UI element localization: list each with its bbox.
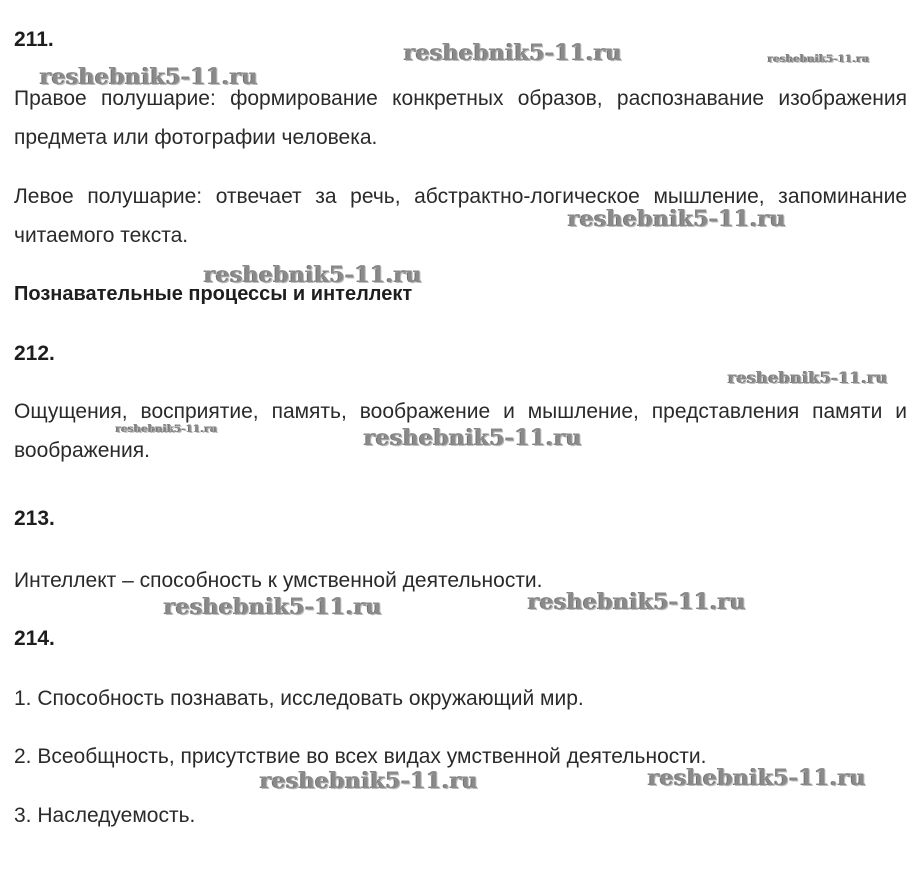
answer-214-point-3: 3. Наследуемость.	[14, 804, 196, 827]
answer-213-text: Интеллект – способность к умственной деятельности.	[14, 569, 543, 592]
item-number-211: 211.	[14, 28, 54, 51]
watermark: reshebnik5-11.ru	[204, 262, 423, 288]
answer-211-right-text: Правое полушарие: формирование конкретных образов, распознавание изображения предмета или фотографии человека.	[14, 87, 907, 149]
answer-211-left-hemisphere	[14, 177, 907, 255]
answer-212-text: Ощущения, восприятие, память, воображение и мышление, представления памяти и воображения.	[14, 400, 907, 462]
item-number-212: 212.	[14, 342, 55, 365]
watermark: reshebnik5-11.ru	[568, 206, 787, 232]
watermark: reshebnik5-11.ru	[528, 589, 747, 615]
watermark: reshebnik5-11.ru	[728, 368, 888, 387]
watermark: reshebnik5-11.ru	[404, 40, 623, 66]
watermark: reshebnik5-11.ru	[364, 425, 583, 451]
answer-211-left-text: Левое полушарие: отвечает за речь, абстрактно-логическое мышление, запоминание читаемого текста.	[14, 185, 907, 247]
answer-211-right-hemisphere	[14, 79, 907, 157]
watermark: reshebnik5-11.ru	[164, 594, 383, 620]
watermark: reshebnik5-11.ru	[648, 765, 867, 791]
answer-214-point-1: 1. Способность познавать, исследовать окружающий мир.	[14, 687, 584, 710]
watermark: reshebnik5-11.ru	[768, 54, 870, 65]
answer-213	[14, 561, 907, 600]
watermark: reshebnik5-11.ru	[116, 424, 218, 435]
item-number-214: 214.	[14, 627, 55, 650]
watermark: reshebnik5-11.ru	[40, 64, 259, 90]
item-number-213: 213.	[14, 507, 55, 530]
answer-214-point-2: 2. Всеобщность, присутствие во всех видах умственной деятельности.	[14, 745, 707, 768]
watermark: reshebnik5-11.ru	[260, 768, 479, 794]
answer-212	[14, 392, 907, 470]
section-heading: Познавательные процессы и интеллект	[14, 283, 413, 305]
